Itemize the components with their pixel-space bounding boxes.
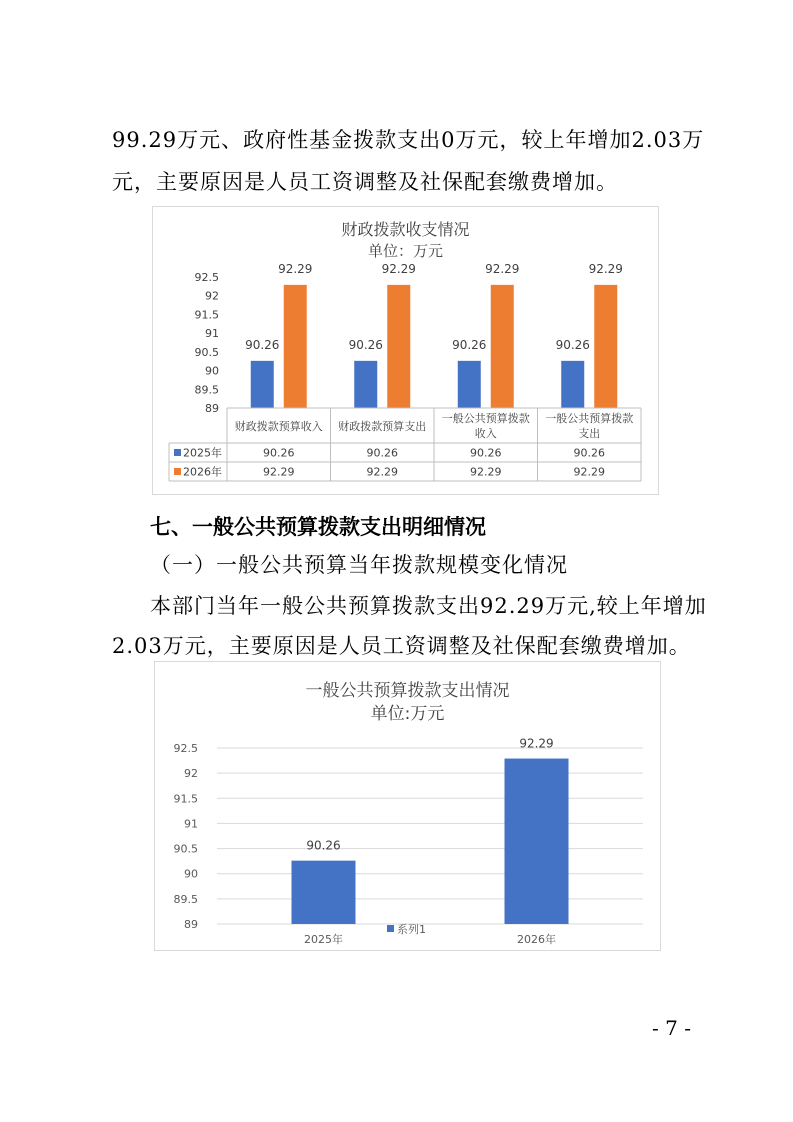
- bar: [561, 361, 584, 408]
- bar: [491, 285, 514, 408]
- section-heading: 七、一般公共预算拨款支出明细情况: [150, 515, 486, 539]
- table-cell: 92.29: [366, 465, 398, 479]
- bar: [594, 285, 617, 408]
- bar: [251, 361, 274, 408]
- y-tick-label: 91.5: [173, 792, 198, 806]
- legend-label: 系列1: [397, 923, 426, 936]
- data-label: 90.26: [306, 838, 341, 853]
- chart1-title: 财政拨款收支情况: [341, 220, 470, 239]
- category-label: 2025年: [304, 933, 343, 946]
- chart1-subtitle: 单位：万元: [367, 242, 443, 260]
- category-label: 支出: [578, 427, 601, 440]
- y-tick-label: 90: [205, 364, 219, 378]
- y-tick-label: 89.5: [173, 892, 198, 906]
- category-label: 财政拨款预算支出: [338, 420, 427, 433]
- bar: [458, 361, 481, 408]
- y-tick-label: 89: [184, 918, 198, 931]
- category-label: 一般公共预算拨款: [545, 412, 634, 425]
- y-tick-label: 91: [184, 817, 198, 831]
- chart2-subtitle: 单位:万元: [370, 704, 445, 724]
- y-tick-label: 91: [205, 327, 219, 341]
- bar: [354, 361, 377, 408]
- legend-label: 2025年: [183, 446, 222, 460]
- paragraph-line-4: 2.03万元，主要原因是人员工资调整及社保配套缴费增加。: [112, 634, 691, 658]
- category-label: 财政拨款预算收入: [234, 420, 323, 433]
- bar: [387, 285, 410, 408]
- data-label: 92.29: [519, 736, 554, 751]
- table-cell: 90.26: [263, 446, 295, 460]
- page-number: - 7 -: [652, 1016, 691, 1040]
- chart2-title: 一般公共预算拨款支出情况: [305, 681, 510, 701]
- bar: [292, 861, 356, 924]
- data-label: 92.29: [485, 261, 520, 276]
- table-cell: 92.29: [263, 465, 295, 479]
- y-tick-label: 91.5: [194, 308, 219, 322]
- legend-swatch: [387, 925, 394, 932]
- legend-label: 2026年: [183, 465, 222, 479]
- data-label: 92.29: [588, 261, 623, 276]
- data-label: 92.29: [381, 261, 416, 276]
- y-tick-label: 92: [205, 289, 219, 303]
- y-tick-label: 92.5: [173, 742, 198, 755]
- table-cell: 92.29: [573, 465, 605, 479]
- chart2-plot: [155, 662, 660, 950]
- paragraph-line-1: 99.29万元、政府性基金拨款支出0万元，较上年增加2.03万: [112, 128, 705, 152]
- category-label: 2026年: [517, 933, 556, 946]
- paragraph-line-2: 元，主要原因是人员工资调整及社保配套缴费增加。: [112, 170, 618, 194]
- bar: [505, 759, 569, 924]
- y-tick-label: 90.5: [173, 842, 198, 856]
- data-label: 90.26: [452, 337, 487, 352]
- table-cell: 90.26: [366, 446, 398, 460]
- data-label: 90.26: [245, 337, 280, 352]
- y-tick-label: 90: [184, 867, 198, 881]
- category-label: 一般公共预算拨款: [441, 412, 530, 425]
- table-cell: 90.26: [470, 446, 502, 460]
- y-tick-label: 92.5: [194, 271, 219, 284]
- legend-swatch: [174, 449, 181, 456]
- paragraph-line-3: 本部门当年一般公共预算拨款支出92.29万元,较上年增加: [150, 594, 707, 618]
- data-label: 90.26: [555, 337, 590, 352]
- table-cell: 90.26: [573, 446, 605, 460]
- chart-fiscal-revenue-expenditure: [152, 206, 659, 495]
- y-tick-label: 90.5: [194, 345, 219, 359]
- y-tick-label: 92: [184, 767, 198, 781]
- chart-general-budget-expenditure: [154, 661, 661, 951]
- data-label: 92.29: [278, 261, 313, 276]
- y-tick-label: 89: [205, 402, 219, 415]
- data-label: 90.26: [348, 337, 383, 352]
- bar: [284, 285, 307, 408]
- category-label: 收入: [474, 427, 497, 440]
- table-cell: 92.29: [470, 465, 502, 479]
- y-tick-label: 89.5: [194, 383, 219, 397]
- legend-swatch: [174, 468, 181, 475]
- subheading: （一）一般公共预算当年拨款规模变化情况: [150, 553, 568, 577]
- chart1-plot: [153, 207, 658, 494]
